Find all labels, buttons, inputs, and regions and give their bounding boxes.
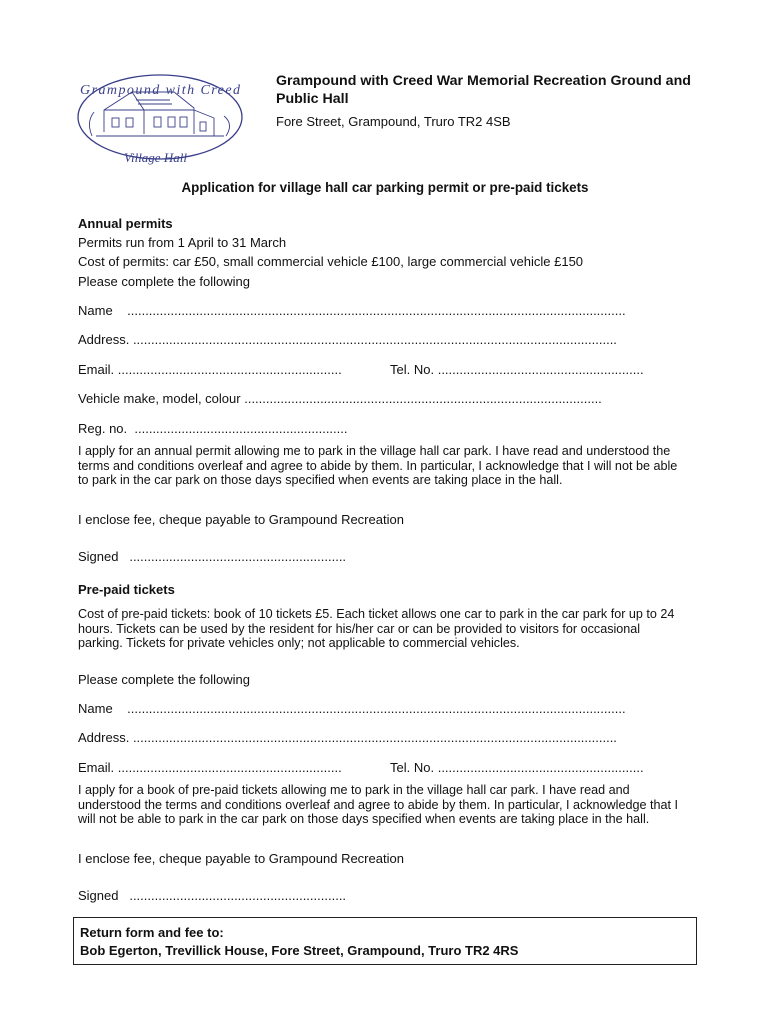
- annual-email-label: Email.: [78, 362, 115, 377]
- annual-vehicle-field[interactable]: [78, 391, 602, 406]
- annual-signature-field[interactable]: [78, 549, 346, 564]
- annual-permits-period: Permits run from 1 April to 31 March: [78, 235, 287, 250]
- annual-permits-cost: Cost of permits: car £50, small commercial vehicle £100, large commercial vehicle £150: [78, 254, 584, 269]
- organisation-name: Grampound with Creed War Memorial Recreation Ground and Public Hall: [276, 73, 691, 107]
- prepaid-tel-label: Tel. No.: [390, 760, 435, 775]
- return-address-box: [73, 917, 697, 965]
- prepaid-name-dots: ..........................................................................................................................................: [127, 701, 626, 716]
- annual-address-field[interactable]: [78, 332, 617, 347]
- prepaid-tel-dots: .........................................................: [437, 760, 644, 775]
- annual-name-field[interactable]: [78, 303, 626, 318]
- prepaid-email-field[interactable]: [78, 760, 342, 775]
- annual-tel-field[interactable]: [390, 362, 644, 377]
- annual-reg-label: Reg. no.: [78, 421, 128, 436]
- annual-tel-dots: .........................................................: [437, 362, 644, 377]
- annual-fee-note: I enclose fee, cheque payable to Grampound Recreation: [78, 512, 404, 527]
- annual-reg-dots: ...........................................................: [134, 421, 348, 436]
- logo-top-text: Grampound with Creed: [80, 83, 240, 98]
- organisation-address: Fore Street, Grampound, Truro TR2 4SB: [276, 114, 511, 129]
- return-address: Bob Egerton, Trevillick House, Fore Street, Grampound, Truro TR2 4RS: [80, 943, 519, 958]
- annual-email-field[interactable]: [78, 362, 342, 377]
- annual-tel-label: Tel. No.: [390, 362, 435, 377]
- prepaid-address-field[interactable]: [78, 730, 617, 745]
- annual-address-label: Address.: [78, 332, 130, 347]
- prepaid-address-label: Address.: [78, 730, 130, 745]
- document-title: Application for village hall car parking permit or pre-paid tickets: [181, 180, 589, 195]
- annual-email-dots: ..............................................................: [117, 362, 342, 377]
- annual-complete-instruction: Please complete the following: [78, 274, 250, 289]
- annual-permits-heading: Annual permits: [78, 216, 173, 231]
- prepaid-signed-label: Signed: [78, 888, 119, 903]
- prepaid-email-label: Email.: [78, 760, 115, 775]
- village-hall-logo: [74, 62, 246, 170]
- prepaid-fee-note: I enclose fee, cheque payable to Grampound Recreation: [78, 851, 404, 866]
- annual-vehicle-dots: ...................................................................................................: [244, 391, 602, 406]
- annual-name-dots: ..........................................................................................................................................: [127, 303, 626, 318]
- annual-reg-field[interactable]: [78, 421, 348, 436]
- prepaid-name-field[interactable]: [78, 701, 626, 716]
- prepaid-email-dots: ..............................................................: [117, 760, 342, 775]
- prepaid-declaration: I apply for a book of pre-paid tickets allowing me to park in the village hall car park. I have read and understood the terms and conditions overleaf and agree to abide by them. In particular, I acknowledge that I will not be able to park in the car park on those days specified when events are taking place in the hall.: [78, 783, 678, 827]
- annual-signed-label: Signed: [78, 549, 119, 564]
- annual-name-label: Name: [78, 303, 113, 318]
- annual-vehicle-label: Vehicle make, model, colour: [78, 391, 241, 406]
- prepaid-signed-dots: ............................................................: [129, 888, 347, 903]
- prepaid-signature-field[interactable]: [78, 888, 346, 903]
- prepaid-address-dots: ......................................................................................................................................: [132, 730, 617, 745]
- annual-signed-dots: ............................................................: [129, 549, 347, 564]
- return-heading: Return form and fee to:: [80, 925, 224, 940]
- prepaid-tel-field[interactable]: [390, 760, 644, 775]
- prepaid-name-label: Name: [78, 701, 113, 716]
- prepaid-tickets-info: Cost of pre-paid tickets: book of 10 tickets £5. Each ticket allows one car to park in the car park for up to 24 hours. Tickets can be used by the resident for his/her car or can be provided to visitors for occasional parking. Tickets for private vehicles only; not applicable to commercial vehicles.: [78, 607, 675, 651]
- prepaid-tickets-heading: Pre-paid tickets: [78, 582, 175, 597]
- logo-bottom-text: Village Hall: [124, 150, 187, 165]
- annual-declaration: I apply for an annual permit allowing me to park in the village hall car park. I have read and understood the terms and conditions overleaf and agree to abide by them. In particular, I acknowledge that I will not be able to park in the car park on those days specified when events are taking place in the hall.: [78, 444, 678, 488]
- annual-address-dots: ......................................................................................................................................: [132, 332, 617, 347]
- prepaid-complete-instruction: Please complete the following: [78, 672, 250, 687]
